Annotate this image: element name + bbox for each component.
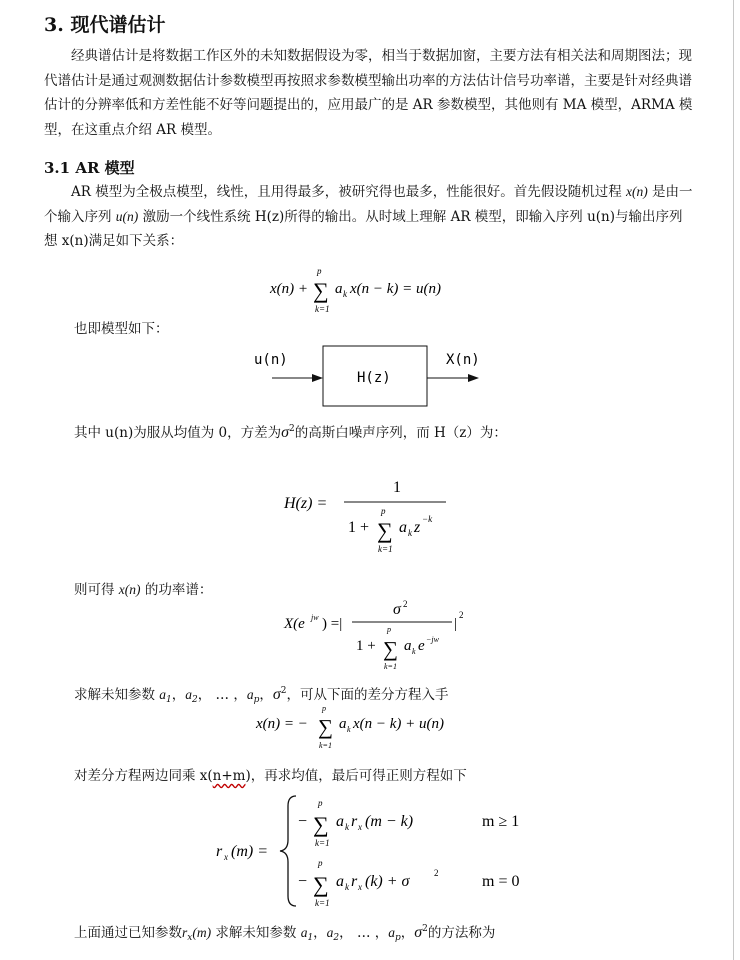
solve-a1: a (159, 687, 167, 702)
multiply-after: )，再求均值，最后可得正则方程如下 (245, 768, 467, 784)
equation-transfer-function (280, 474, 460, 560)
psd-lhs: X(e (284, 616, 305, 632)
intro-paragraph (44, 44, 694, 142)
noise-before: 其中 u(n)为服从均值为 0，方差为 (74, 425, 282, 441)
diff-sum-top: p (322, 704, 326, 713)
yw-row1-r: r (351, 813, 358, 830)
yw-row2-a-sub: k (345, 882, 349, 892)
hz-a: a (399, 519, 407, 536)
solve-after: ，可从下面的差分方程入手 (286, 687, 449, 703)
yw-lhs-sub: x (224, 852, 228, 862)
intro-text: 经典谱估计是将数据工作区外的未知数据假设为零，相当于数据加窗，主要方法有相关法和周期图法；现代谱估计是通过观测数据估计参数模型再按照求参数模型输出功率的方法估计信号功率谱，主要是针对经典谱估计的分辨率低和方差性能不好等问题提出的，应用最广的是 AR 参数模型，其他则有 MA 模型，ARMA 模型，在这重点介绍 AR 模型。 (44, 48, 693, 138)
yw-row1-sum-sign: ∑ (313, 812, 329, 837)
subsection-title: 3.1 AR 模型 (44, 159, 135, 177)
yw-brace (280, 796, 296, 906)
yw-row2-arg: (k) + σ (365, 873, 410, 890)
psd-lhs-sup: jw (311, 613, 319, 622)
psd-a: a (404, 638, 412, 654)
yw-row1-prefix: − (298, 813, 308, 830)
eq1-a-sub: k (343, 289, 347, 299)
diff-sum-sign: ∑ (318, 715, 333, 739)
diff-rest: x(n − k) + u(n) (353, 716, 445, 732)
psd-tail-sup: 2 (459, 610, 464, 620)
yw-row1-a-sub: k (345, 822, 349, 832)
yw-lhs-r: r (216, 843, 223, 860)
solve-sigma: σ (272, 686, 281, 703)
last-after: 的方法称为 (427, 925, 496, 941)
yw-row1-sum-top: p (318, 798, 323, 808)
yw-row2-sum-bottom: k=1 (315, 898, 330, 908)
psd-after: 的功率谱： (140, 582, 213, 598)
psd-e-sup: −jw (426, 635, 439, 644)
hz-sum-sign: ∑ (377, 518, 393, 543)
last-a2: a (326, 925, 334, 940)
last-a2-sub: 2 (333, 933, 340, 943)
diff-a-sub: k (347, 725, 351, 734)
psd-label (74, 578, 212, 598)
diagram-output-label: X(n) (446, 352, 480, 368)
noise-sigma: σ (281, 424, 289, 441)
eq1-rest: x(n − k) = u(n) (350, 281, 442, 297)
psd-sum-top: p (387, 625, 391, 634)
psd-sum-bottom: k=1 (384, 662, 397, 671)
psd-e: e (418, 638, 425, 654)
diff-lhs: x(n) = − (256, 716, 308, 732)
last-c3: ， (400, 925, 415, 941)
diagram-input-label: u(n) (254, 352, 288, 368)
equation-ar-definition (262, 262, 482, 320)
last-ap: a (388, 925, 395, 940)
last-sigma-sup: 2 (422, 924, 428, 934)
yw-row1-arg: (m − k) (365, 813, 414, 830)
solve-c2: ， (197, 687, 212, 703)
diff-a: a (339, 716, 347, 732)
last-c1: ， (313, 925, 327, 941)
psd-numerator: σ (393, 601, 401, 618)
input-arrow-head (312, 374, 323, 382)
solve-a1-sub: 1 (166, 695, 172, 705)
psd-lhs-end: ) =| (322, 616, 343, 632)
yw-row1-a: a (336, 813, 344, 830)
yw-row1-sum-bottom: k=1 (315, 838, 330, 848)
last-r: r (182, 925, 188, 940)
psd-tail: | (454, 616, 458, 632)
solve-a2-sub: 2 (192, 695, 198, 705)
noise-after: 的高斯白噪声序列，而 H（z）为： (294, 425, 507, 441)
last-a1-sub: 1 (307, 933, 314, 943)
last-c2: ， (339, 925, 353, 941)
eq1-sum-top: p (317, 266, 322, 276)
multiply-before: 对差分方程两边同乘 x( (74, 768, 213, 784)
yw-row2-a: a (336, 873, 344, 890)
psd-den-one: 1 + (356, 638, 376, 654)
diagram-block-label: H(z) (357, 370, 391, 386)
hz-den-one: 1 + (348, 519, 370, 536)
section-title: 3. 现代谱估计 (44, 14, 166, 36)
yw-row2-prefix: − (298, 873, 308, 890)
hz-lhs: H(z) = (284, 495, 328, 512)
ar-intro-part2: 是由一个输入序列 (44, 184, 693, 225)
hz-z-sup: −k (422, 514, 433, 524)
multiply-underlined: n+m (212, 768, 246, 784)
last-middle: 求解未知参数 (211, 925, 301, 941)
noise-sentence (74, 421, 507, 442)
eq1-sum-bottom: k=1 (315, 304, 330, 314)
solve-c1: ， (171, 687, 186, 703)
last-dots: … ， (352, 925, 389, 941)
eq1-lhs: x(n) + (270, 281, 309, 297)
psd-before: 则可得 (74, 582, 119, 598)
yw-row2-r-sub: x (358, 882, 362, 892)
hz-numerator: 1 (393, 479, 401, 496)
eq1-a: a (335, 281, 343, 297)
ar-intro-xn: x(n) (626, 184, 648, 199)
yw-row2-arg-sup: 2 (434, 868, 439, 878)
last-r-sub: x (187, 933, 193, 943)
hz-sum-bottom: k=1 (378, 544, 393, 554)
yw-row2-cond: m = 0 (482, 873, 520, 890)
solve-dots: … ， (211, 687, 247, 703)
psd-sum-sign: ∑ (383, 637, 398, 661)
last-a1: a (300, 925, 308, 940)
ar-intro-part1: AR 模型为全极点模型，线性，且用得最多，被研究得也最多，性能很好。首先假设随机过程 (71, 184, 626, 200)
page-edge-line (733, 0, 734, 960)
last-sigma: σ (414, 924, 423, 941)
solve-c3: ， (259, 687, 273, 703)
hz-z: z (414, 519, 421, 536)
solve-sigma-sup: 2 (280, 686, 287, 696)
eq1-sum-sign: ∑ (313, 278, 329, 303)
psd-var: x(n) (118, 582, 141, 597)
psd-num-sup: 2 (403, 599, 408, 609)
equation-difference (252, 702, 482, 754)
solve-ap-sub: p (253, 695, 260, 705)
noise-sigma-sup: 2 (289, 424, 295, 434)
ar-intro-un: u(n) (115, 208, 139, 224)
yw-row2-sum-top: p (318, 858, 323, 868)
solve-ap: a (246, 687, 254, 702)
solve-a2: a (185, 687, 193, 702)
yw-row1-r-sub: x (358, 822, 362, 832)
multiply-sentence (74, 764, 467, 784)
diff-sum-bottom: k=1 (319, 741, 332, 750)
yw-row2-sum-sign: ∑ (313, 872, 329, 897)
ar-intro-part3: 激励一个线性系统 H(z)所得的输出。从时域上理解 AR 模型，即输入序列 u(n)与输出序列想 x(n)满足如下关系： (44, 208, 683, 249)
equation-normal-equations (210, 790, 550, 910)
equation-power-spectrum (280, 598, 480, 672)
last-sentence (74, 921, 495, 943)
yw-row1-cond: m ≥ 1 (482, 813, 520, 830)
block-diagram (248, 340, 498, 412)
psd-a-sub: k (412, 647, 416, 656)
model-label: 也即模型如下： (74, 321, 169, 337)
output-arrow-head (468, 374, 479, 382)
hz-sum-top: p (381, 506, 386, 516)
hz-a-sub: k (408, 528, 412, 538)
yw-row2-r: r (351, 873, 358, 890)
last-ap-sub: p (395, 933, 401, 943)
yw-lhs-end: (m) = (231, 843, 269, 860)
ar-intro-paragraph (44, 180, 694, 254)
solve-before: 求解未知参数 (74, 687, 160, 703)
last-r-arg: (m) (192, 925, 212, 940)
last-before: 上面通过已知参数 (74, 925, 182, 941)
